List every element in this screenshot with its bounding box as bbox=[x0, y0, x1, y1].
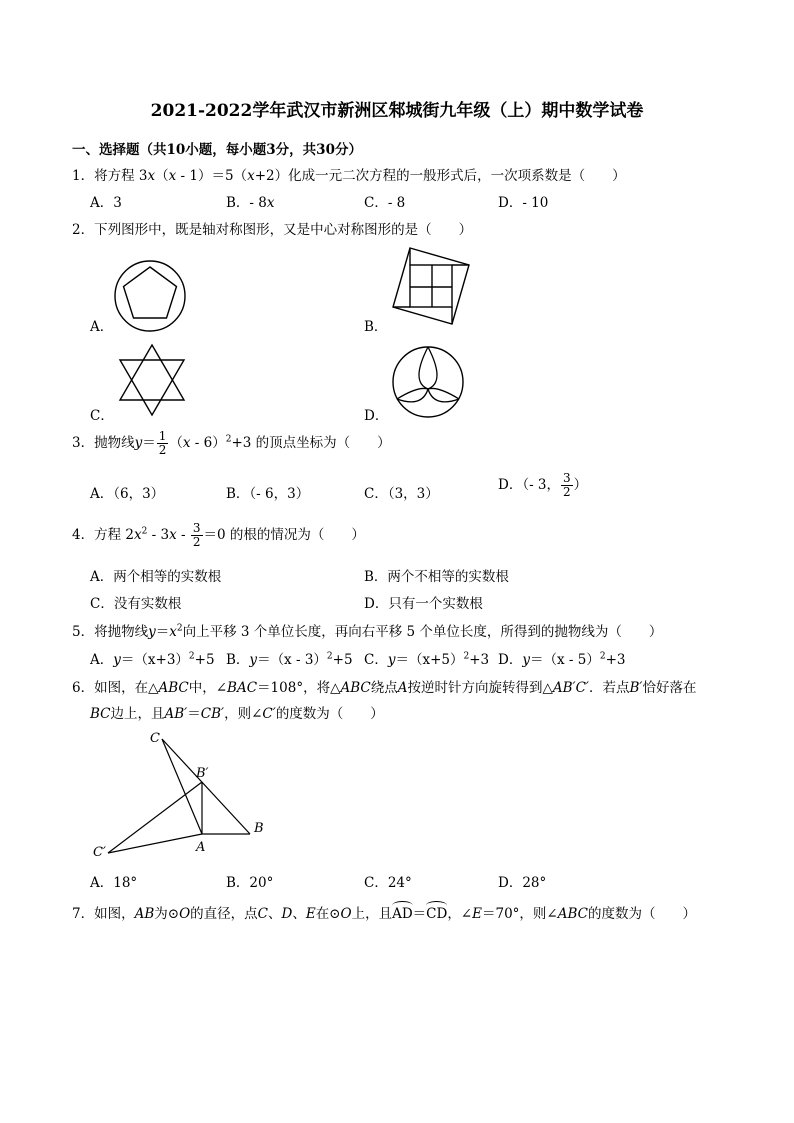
page-title: 2021-2022学年武汉市新洲区邾城街九年级（上）期中数学试卷 bbox=[150, 101, 644, 121]
q6-option-a[interactable]: A．18° bbox=[90, 875, 138, 891]
q4-option-c[interactable]: C．没有实数根 bbox=[90, 596, 182, 612]
q2-option-c[interactable]: C． bbox=[90, 408, 114, 424]
q6-option-b[interactable]: B．20° bbox=[226, 875, 274, 891]
q6-option-c[interactable]: C．24° bbox=[364, 875, 412, 891]
q3-option-c[interactable]: C．（3，3） bbox=[364, 486, 439, 502]
trefoil-circle-figure bbox=[390, 344, 466, 420]
q1-option-c[interactable]: C．- 8 bbox=[364, 195, 406, 211]
q2-option-b[interactable]: B． bbox=[364, 319, 388, 335]
hexagram-figure bbox=[114, 342, 190, 418]
q1-option-b[interactable]: B．- 8x bbox=[226, 195, 275, 211]
q3-option-a[interactable]: A．（6，3） bbox=[90, 486, 165, 502]
pentagon-in-circle-figure bbox=[112, 258, 188, 334]
label-a: A bbox=[196, 840, 206, 855]
q4-option-d[interactable]: D．只有一个实数根 bbox=[364, 596, 483, 612]
q1-option-d[interactable]: D．- 10 bbox=[498, 195, 549, 211]
q3-option-d[interactable]: D．（- 3， $\frac{3}{2}$ ） bbox=[498, 471, 588, 499]
section-heading: 一、选择题（共10小题，每小题3分，共30分） bbox=[72, 142, 362, 158]
q3-option-b[interactable]: B．（- 6，3） bbox=[226, 486, 310, 502]
fraction: $\frac{1}{2}$ bbox=[158, 429, 167, 457]
q5-option-b[interactable]: B．y＝（x - 3）$^2$+5 bbox=[226, 651, 353, 668]
question-6-line-1: 6．如图，在△ABC中，∠BAC＝108°，将△ABC绕点A按逆时针方向旋转得到△AB′C′．若点B′恰好落在 bbox=[72, 680, 697, 696]
question-3: 3．抛物线y＝ $\frac{1}{2}$ （x - 6）$^2$+3 的顶点坐标为（ ） bbox=[72, 429, 391, 457]
question-1: 1．将方程 3x（x - 1）＝5（x+2）化成一元二次方程的一般形式后，一次项系数是（ ） bbox=[72, 168, 626, 184]
q6-option-d[interactable]: D．28° bbox=[498, 875, 547, 891]
question-2: 2．下列图形中，既是轴对称图形，又是中心对称图形的是（ ） bbox=[72, 222, 473, 238]
label-c: C bbox=[150, 731, 160, 746]
question-5: 5．将抛物线$y=x^2$向上平移 3 个单位长度，再向右平移 5 个单位长度，所得到的抛物线为（ ） bbox=[72, 623, 663, 640]
question-4: 4．方程 $2x^2 - 3x$ - $\frac{3}{2}$ ＝0 的根的情况为（ ） bbox=[72, 521, 365, 549]
q4-option-b[interactable]: B．两个不相等的实数根 bbox=[364, 569, 509, 585]
arc-ad: AD bbox=[392, 906, 413, 922]
q1-option-a[interactable]: A．3 bbox=[90, 195, 122, 211]
q5-option-c[interactable]: C．$y=(x+5)^2+3$ bbox=[364, 651, 490, 668]
label-c-prime: C′ bbox=[93, 845, 106, 860]
q2-option-a[interactable]: A． bbox=[90, 319, 114, 335]
q5-option-d[interactable]: D．y＝（x - 5）$^2$+3 bbox=[498, 651, 626, 668]
q4-option-a[interactable]: A．两个相等的实数根 bbox=[90, 569, 222, 585]
question-7: 7．如图，AB为⊙O的直径，点C、D、E在⊙O上，且AD＝CD，∠E＝70°，则∠ABC的度数为（ ） bbox=[72, 906, 696, 922]
square-pinwheel-figure bbox=[390, 245, 472, 327]
label-b-prime: B′ bbox=[196, 766, 209, 781]
question-6-line-2: BC边上，且AB′＝CB′，则∠C′的度数为（ ） bbox=[90, 706, 384, 722]
rotated-triangle-figure bbox=[90, 726, 280, 866]
arc-cd: CD bbox=[426, 906, 448, 922]
label-b: B bbox=[254, 821, 264, 836]
q2-option-d[interactable]: D． bbox=[364, 408, 389, 424]
q5-option-a[interactable]: A．$y=(x+3)^2+5$ bbox=[90, 651, 215, 668]
